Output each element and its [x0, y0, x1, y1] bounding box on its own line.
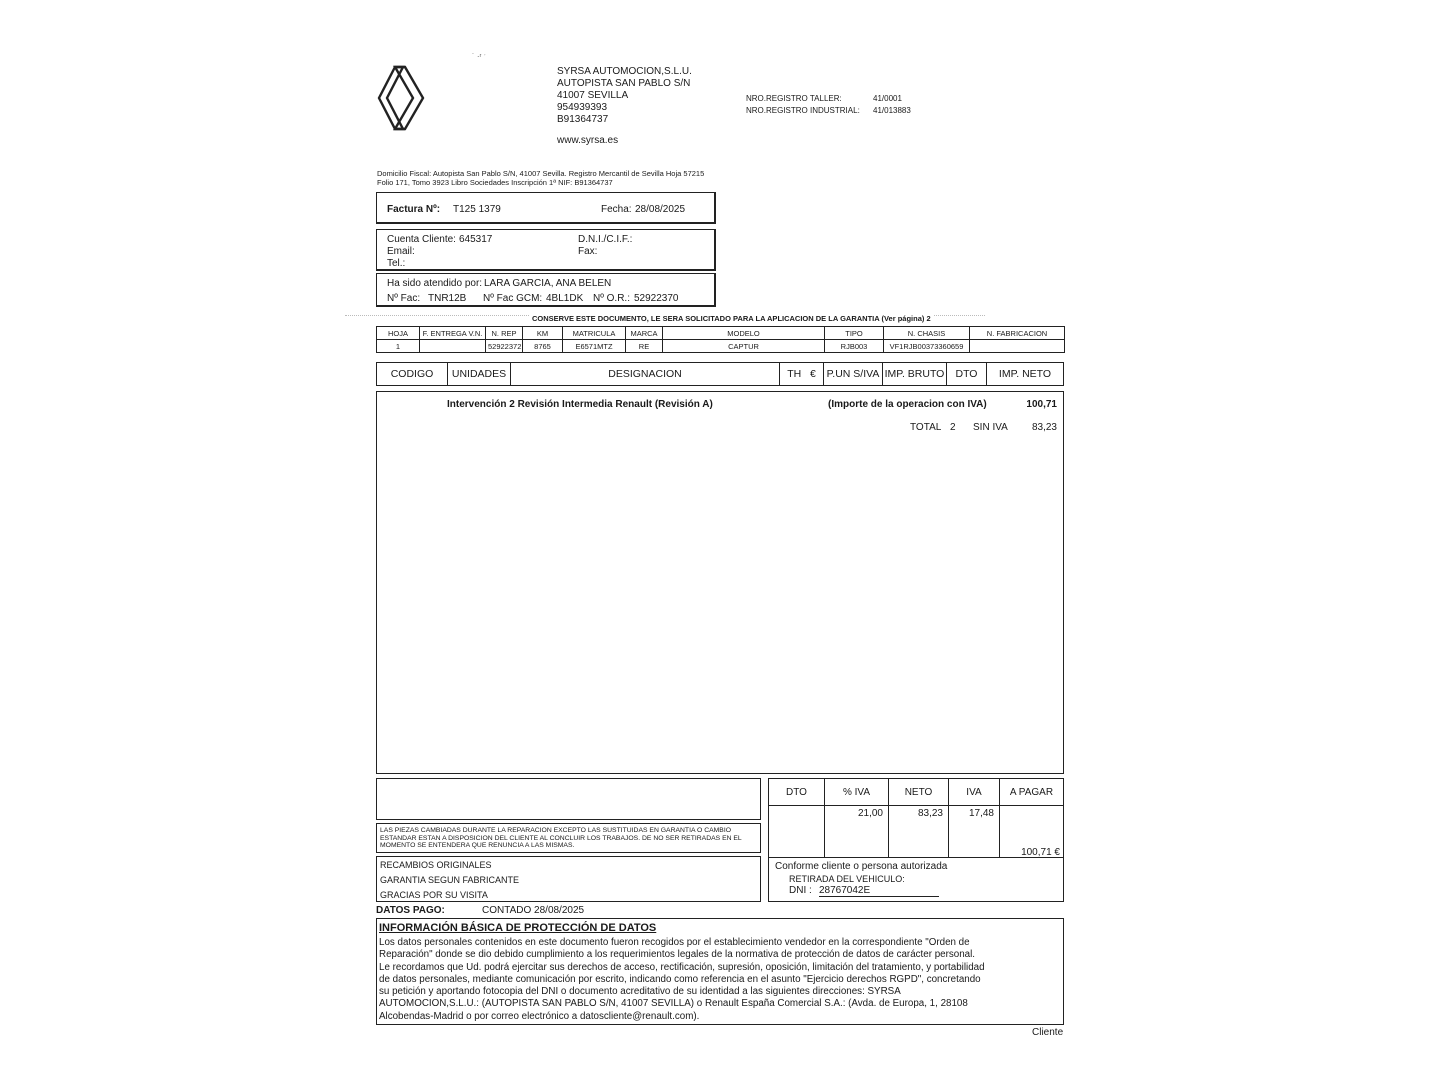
col-th-label: TH	[787, 368, 802, 380]
vr-hoja: 1	[377, 340, 420, 353]
vh-nrep: N. REP	[486, 327, 523, 340]
vr-modelo: CAPTUR	[663, 340, 825, 353]
attended-label: Ha sido atendido por:	[387, 278, 483, 289]
privacy-box	[376, 918, 1064, 1025]
parts-notice-box	[376, 823, 761, 853]
sum-neto: 83,23	[917, 808, 943, 819]
company-address: AUTOPISTA SAN PABLO S/N	[557, 78, 691, 89]
privacy-line-1: Los datos personales contenidos en este documento fueron recogidos por el establecimiento vendedor en la correspondiente "Orden de	[379, 937, 970, 948]
vh-matricula: MATRICULA	[563, 327, 626, 340]
observations-box	[376, 778, 761, 820]
items-body	[376, 391, 1064, 774]
sum-h-iva: IVA	[966, 787, 982, 798]
col-codigo: CODIGO	[377, 363, 448, 385]
vh-chasis: N. CHASIS	[884, 327, 970, 340]
total-amount: 83,23	[1031, 422, 1057, 433]
sum-iva: 17,48	[968, 808, 994, 819]
client-fax-label: Fax:	[578, 246, 598, 257]
privacy-title: INFORMACIÓN BÁSICA DE PROTECCIÓN DE DATOS	[379, 922, 657, 934]
renault-logo	[376, 64, 426, 132]
intervention-text: Intervención 2 Revisión Intermedia Renault (Revisión A)	[447, 399, 713, 410]
conformity-dni: 28767042E	[819, 885, 939, 897]
privacy-line-7: Alcobendas-Madrid o por correo electrónico a datoscliente@renault.com).	[379, 1010, 700, 1022]
company-web: www.syrsa.es	[557, 135, 619, 146]
invoice-box	[376, 192, 716, 224]
col-bruto: IMP. BRUTO	[883, 363, 947, 385]
privacy-line-4: de datos personales, mediante comunicación por escrito, indicando como referencia en el asunto "Ejercicio derechos RGPD", concretando	[379, 973, 981, 985]
fiscal-line-1: Domicilio Fiscal: Autopista San Pablo S/N, 41007 Sevilla. Registro Mercantil de Sevilla Hoja 57215	[377, 169, 705, 178]
vr-nrep: 52922372	[486, 340, 523, 353]
sum-h-dto: DTO	[786, 787, 807, 798]
invoice-number: T125 1379	[453, 204, 501, 215]
total-num: 2	[950, 422, 956, 433]
registry-taller-label: NRO.REGISTRO TALLER:	[746, 94, 842, 103]
nfac-gcm-value: 4BL1DK	[546, 293, 584, 304]
company-city: 41007 SEVILLA	[557, 90, 629, 101]
vr-marca: RE	[626, 340, 663, 353]
items-header	[376, 362, 1064, 386]
privacy-line-6: AUTOMOCION,S.L.U.: (AUTOPISTA SAN PABLO S/N, 41007 SEVILLA) o Renault España Comercial S.A.: (Avda. de Europa, 1, 28108	[379, 998, 968, 1010]
vehicle-table-header	[377, 327, 1065, 340]
footer-note-1: RECAMBIOS ORIGINALES	[380, 860, 492, 870]
invoice-date-label: Fecha:	[601, 204, 632, 215]
nfac-label: Nº Fac:	[387, 293, 421, 304]
total-label: TOTAL	[910, 422, 942, 433]
vh-fabricacion: N. FABRICACION	[970, 327, 1065, 340]
scan-marks: ˙ ·ʳ ˑ	[472, 52, 486, 61]
parts-notice: LAS PIEZAS CAMBIADAS DURANTE LA REPARACION EXCEPTO LAS SUSTITUIDAS EN GARANTIA O CAMBIO ESTANDAR ESTAN A DISPOSICION DEL CLIENTE AL CONCLUIR LOS TRABAJOS. DE NO SER RETIRADAS EN EL MOMENTO SE ENTENDERA QUE RENUNCIA A LAS MISMAS.	[380, 827, 742, 849]
vh-marca: MARCA	[626, 327, 663, 340]
footer-note-3: GRACIAS POR SU VISITA	[380, 890, 488, 900]
col-pun: P.UN S/IVA	[824, 363, 883, 385]
euro-icon: €	[809, 368, 816, 380]
invoice-label: Factura Nº:	[387, 204, 441, 215]
client-dni-label: D.N.I./C.I.F.:	[578, 234, 633, 245]
attended-box	[376, 273, 716, 307]
invoice-date: 28/08/2025	[635, 204, 686, 215]
registry-block	[746, 93, 911, 117]
client-account: 645317	[459, 234, 493, 245]
vh-tipo: TIPO	[825, 327, 884, 340]
vehicle-table-row	[377, 340, 1065, 353]
col-unidades: UNIDADES	[448, 363, 511, 385]
privacy-line-2: Reparación" donde se dio debido cumplimiento a los requerimientos legales de la normativa de protección de datos de carácter personal.	[379, 949, 975, 961]
attended-name: LARA GARCIA, ANA BELEN	[484, 278, 612, 289]
sum-total: 100,71 €	[1021, 847, 1060, 858]
vr-fentrega	[420, 340, 486, 353]
col-dto: DTO	[947, 363, 987, 385]
col-neto: IMP. NETO	[998, 368, 1052, 380]
vh-hoja: HOJA	[377, 327, 420, 340]
intervention-amount: 100,71	[1026, 399, 1057, 410]
copy-label: Cliente	[1032, 1027, 1064, 1038]
company-block	[557, 66, 692, 147]
vr-fabricacion	[970, 340, 1065, 353]
vr-chasis: VF1RJB00373360659	[884, 340, 970, 353]
sum-iva-pct: 21,00	[857, 808, 883, 819]
registry-taller-value: 41/0001	[873, 94, 902, 103]
privacy-text	[379, 937, 985, 1023]
fiscal-block	[377, 169, 704, 187]
conformity-line-1: Conforme cliente o persona autorizada	[775, 861, 948, 872]
summary-header-line	[769, 805, 1063, 806]
registry-industrial-label: NRO.REGISTRO INDUSTRIAL:	[746, 106, 860, 115]
payment-value: CONTADO 28/08/2025	[482, 905, 585, 916]
company-name: SYRSA AUTOMOCION,S.L.U.	[557, 66, 692, 77]
company-phone: 954939393	[557, 102, 608, 113]
conformity-dni-label: DNI :	[789, 885, 812, 896]
summary-box	[768, 778, 1064, 858]
vr-km: 8765	[523, 340, 563, 353]
privacy-line-3: Le recordamos que Ud. podrá ejercitar sus derechos de acceso, rectificación, supresión, oposición, limitación del tratamiento, y portabilidad	[379, 961, 985, 973]
nfac-gcm-label: Nº Fac GCM:	[483, 293, 543, 304]
vr-tipo: RJB003	[825, 340, 884, 353]
client-email-label: Email:	[387, 246, 415, 257]
company-cif: B91364737	[557, 114, 609, 125]
vh-km: KM	[523, 327, 563, 340]
or-value: 52922370	[634, 293, 679, 304]
nfac-value: TNR12B	[428, 293, 467, 304]
footer-note-2: GARANTIA SEGUN FABRICANTE	[380, 875, 520, 885]
warranty-notice: CONSERVE ESTE DOCUMENTO, LE SERA SOLICITADO PARA LA APLICACION DE LA GARANTIA (Ver página) 2	[532, 314, 931, 323]
conformity-box	[768, 858, 1064, 902]
or-label: Nº O.R.:	[593, 293, 630, 304]
payment-label: DATOS PAGO:	[376, 905, 445, 916]
col-designacion: DESIGNACION	[511, 363, 780, 385]
sum-h-iva-pct: % IVA	[842, 787, 871, 798]
sin-iva-label: SIN IVA	[973, 422, 1008, 433]
col-th	[780, 363, 824, 385]
privacy-line-5: su petición y aportando fotocopia del DNI o documento acreditativo de su identidad a las siguientes direcciones: SYRSA	[379, 986, 901, 998]
conformity-line-2: RETIRADA DEL VEHICULO:	[789, 874, 905, 884]
client-box	[376, 229, 716, 271]
registry-industrial-value: 41/013883	[873, 106, 911, 115]
vh-fentrega: F. ENTREGA V.N.	[420, 327, 486, 340]
fiscal-line-2: Folio 171, Tomo 3923 Libro Sociedades Inscripción 1ª NIF: B91364737	[377, 178, 613, 187]
sum-h-neto: NETO	[904, 787, 933, 798]
vr-matricula: E6571MTZ	[563, 340, 626, 353]
intervention-note: (Importe de la operacion con IVA)	[828, 399, 987, 410]
footer-notes-box	[376, 856, 761, 902]
client-tel-label: Tel.:	[387, 258, 406, 269]
sum-h-pagar: A PAGAR	[1009, 787, 1054, 798]
vehicle-table	[376, 326, 1065, 353]
vh-modelo: MODELO	[663, 327, 825, 340]
client-account-label: Cuenta Cliente:	[387, 234, 456, 245]
